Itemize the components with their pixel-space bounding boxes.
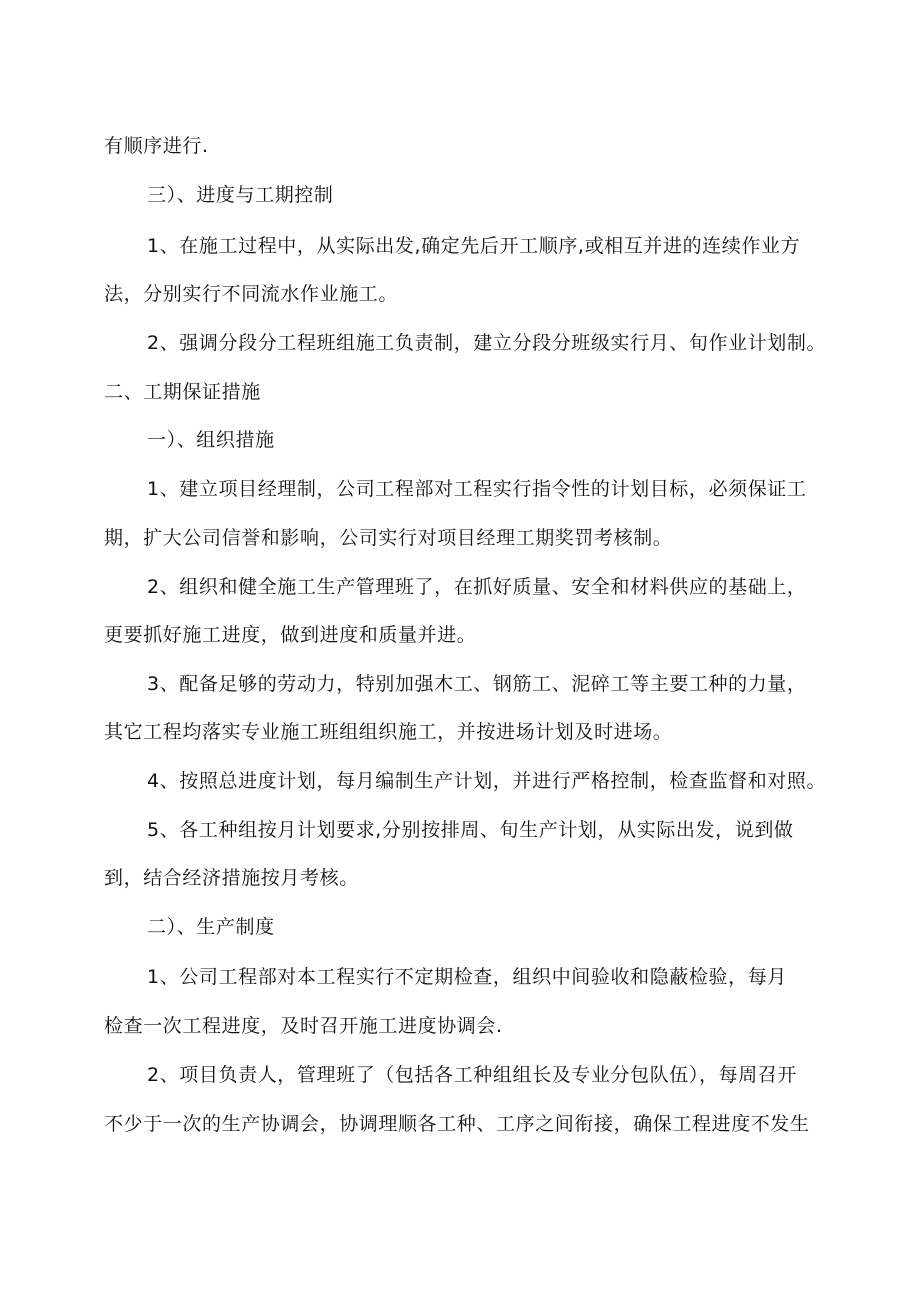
- text-line-12: 3、配备足够的劳动力，特别加强木工、钢筋工、泥碎工等主要工种的力量，: [147, 673, 807, 695]
- text-line-14: 4、按照总进度计划，每月编制生产计划，并进行严格控制，检查监督和对照。: [147, 770, 827, 792]
- text-line-19: 检查一次工程进度，及时召开施工进度协调会.: [104, 1015, 503, 1037]
- text-line-15: 5、各工种组按月计划要求,分别按排周、旬生产计划，从实际出发，说到做: [147, 819, 794, 841]
- text-line-1: 有顺序进行.: [104, 135, 209, 157]
- text-line-10: 2、组织和健全施工生产管理班了，在抓好质量、安全和材料供应的基础上，: [147, 576, 807, 598]
- text-line-16: 到，结合经济措施按月考核。: [104, 867, 359, 889]
- text-line-13: 其它工程均落实专业施工班组组织施工，并按进场计划及时进场。: [104, 721, 673, 743]
- text-line-11: 更要抓好施工进度，做到进度和质量并进。: [104, 624, 477, 646]
- text-line-21: 不少于一次的生产协调会，协调理顺各工种、工序之间衔接，确保工程进度不发生: [104, 1113, 810, 1135]
- text-line-9: 期，扩大公司信誉和影响，公司实行对项目经理工期奖罚考核制。: [104, 527, 673, 549]
- text-line-20: 2、项目负责人，管理班了（包括各工种组组长及专业分包队伍），每周召开: [147, 1064, 797, 1086]
- text-line-18: 1、公司工程部对本工程实行不定期检查，组织中间验收和隐蔽检验，每月: [147, 966, 787, 988]
- text-line-5: 2、强调分段分工程班组施工负责制，建立分段分班级实行月、旬作业计划制。: [147, 332, 827, 354]
- text-line-4: 法，分别实行不同流水作业施工。: [104, 283, 399, 305]
- section-heading-organization: 一）、组织措施: [147, 429, 275, 451]
- text-line-8: 1、建立项目经理制，公司工程部对工程实行指令性的计划目标，必须保证工: [147, 478, 807, 500]
- text-line-3: 1、在施工过程中，从实际出发,确定先后开工顺序,或相互并进的连续作业方: [147, 235, 801, 257]
- section-heading-progress-control: 三）、进度与工期控制: [147, 184, 334, 206]
- section-heading-production-system: 二）、生产制度: [147, 916, 275, 938]
- section-heading-schedule-guarantee: 二、工期保证措施: [104, 381, 261, 403]
